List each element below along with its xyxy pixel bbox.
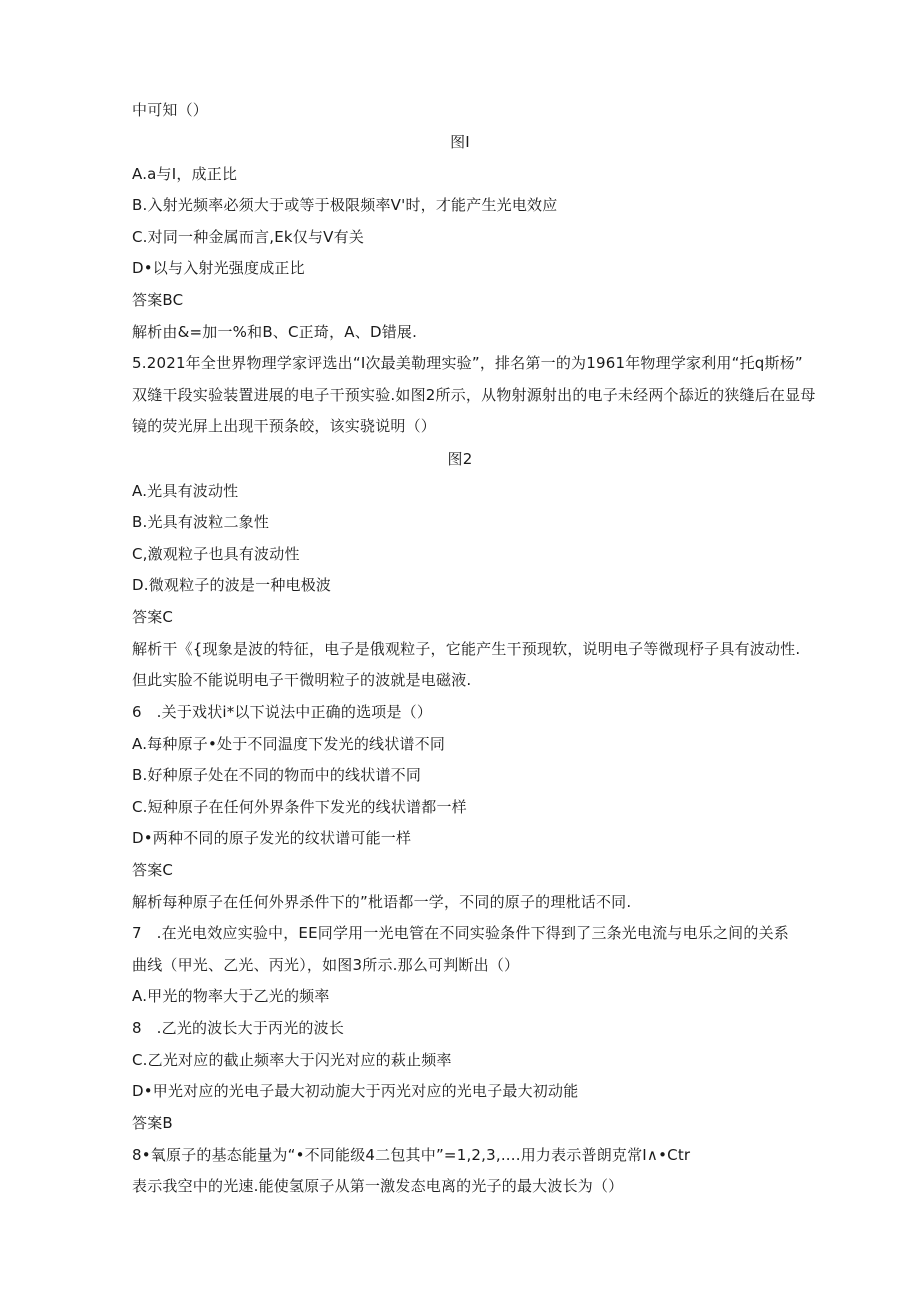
question-6: 6 .关于戏状i*以下说法中正确的选项是（） xyxy=(132,703,433,721)
option-a: A.每种原子•处于不同温度下发光的线状谱不同 xyxy=(132,735,446,753)
option-c: C.短种原子在任何外界条件下发光的线状谱都一样 xyxy=(132,798,467,816)
option-a: A.a与I，成正比 xyxy=(132,165,238,183)
option-b: B.入射光频率必须大于或等于极限频率V'时，才能产生光电效应 xyxy=(132,196,558,214)
option-a: A.甲光的物率大于乙光的频率 xyxy=(132,987,330,1005)
option-d: D•两种不同的原子发光的纹状谱可能一样 xyxy=(132,829,412,847)
analysis: 解析由&=加一%和B、C正琦，A、D错展. xyxy=(132,323,418,341)
option-c: C.对同一种金属而言,Ek仅与V有关 xyxy=(132,228,365,246)
question-5-line-1: 5.2021年全世界物理学家评选出“I次最美勒理实验”，排名第一的为1961年物理学家利用“托q斯杨” xyxy=(132,354,803,372)
answer: 答案C xyxy=(132,608,174,626)
analysis: 解析每种原子在任何外界杀件下的”枇语都一学，不同的原子的理枇话不同. xyxy=(132,893,632,911)
question-8-line-1: 8•氧原子的基态能量为“•不同能级4二包其中”=1,2,3,....用力表示普朗克常I∧•Ctr xyxy=(132,1146,691,1164)
option-b: B.好种原子处在不同的物而中的线状谱不同 xyxy=(132,766,422,784)
figure-caption-1: 图I xyxy=(450,133,470,151)
question-stem-continuation: 中可知（） xyxy=(132,101,209,119)
answer: 答案BC xyxy=(132,291,184,309)
answer: 答案B xyxy=(132,1114,173,1132)
option-d: D.微观粒子的波是一种电极波 xyxy=(132,576,332,594)
option-c: C.乙光对应的截止频率大于闪光对应的萩止频率 xyxy=(132,1051,452,1069)
option-b: B.光具有波粒二象性 xyxy=(132,513,270,531)
question-8-line-2: 表示我空中的光速.能使氢原子从第一激发态电离的光子的最大波长为（） xyxy=(132,1177,624,1195)
analysis-line-2: 但此实脸不能说明电子干微明粒子的波就是电磁液. xyxy=(132,671,472,689)
option-b: 8 .乙光的波长大于丙光的波长 xyxy=(132,1019,345,1037)
option-d: D•以与入射光强度成正比 xyxy=(132,259,305,277)
question-7-line-2: 曲线（甲光、乙光、丙光），如图3所示.那么可判断出（） xyxy=(132,956,520,974)
question-7-line-1: 7 .在光电效应实验中，EE同学用一光电管在不同实验条件下得到了三条光电流与电乐之间的关系 xyxy=(132,924,789,942)
figure-caption-2: 图2 xyxy=(447,450,473,468)
option-a: A.光具有波动性 xyxy=(132,482,239,500)
analysis-line-1: 解析干《{现象是波的特征，电子是俄观粒子，它能产生干预现软，说明电子等微现杼子具有波动性. xyxy=(132,640,801,658)
question-5-line-3: 镜的荧光屏上出现干预条皎，该实骁说明（） xyxy=(132,417,437,435)
question-5-line-2: 双缝干段实验装置进展的电子干预实验.如图2所示，从物射源射出的电子未经两个舔近的狭缝后在显母 xyxy=(132,386,816,404)
answer: 答案C xyxy=(132,861,174,879)
option-d: D•甲光对应的光电子最大初动旎大于丙光对应的光电子最大初动能 xyxy=(132,1082,579,1100)
option-c: C,激观粒子也具有波动性 xyxy=(132,545,300,563)
